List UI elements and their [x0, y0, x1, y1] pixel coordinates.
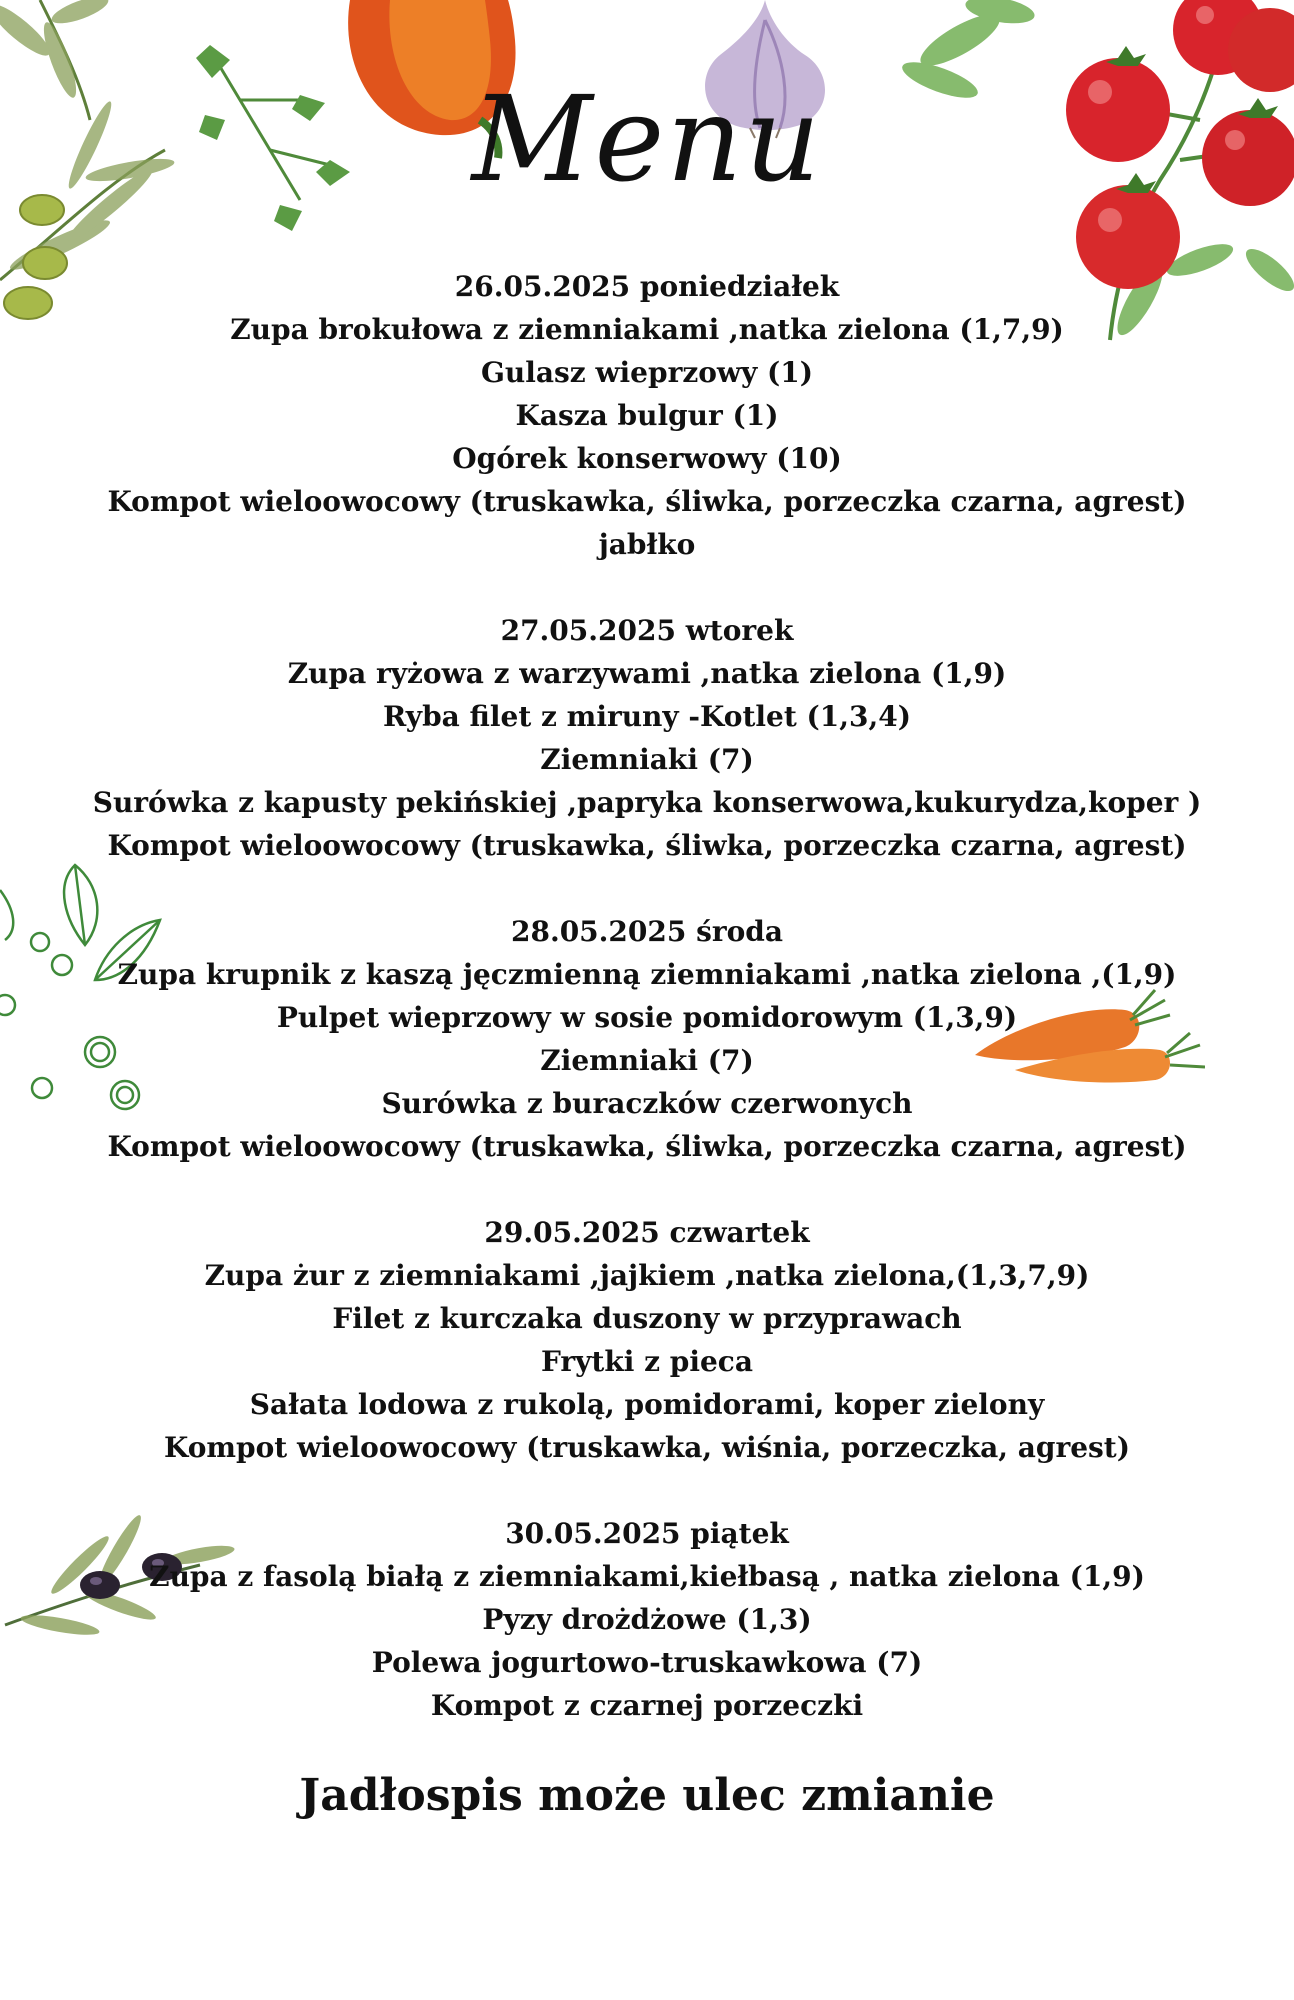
menu-item: Kompot wieloowocowy (truskawka, śliwka, porzeczka czarna, agrest)	[107, 485, 1187, 518]
day-thursday	[0, 1211, 1294, 1469]
menu-item: Zupa krupnik z kaszą jęczmienną ziemniakami ,natka zielona ,(1,9)	[117, 958, 1177, 991]
menu-item: Surówka z buraczków czerwonych	[381, 1087, 913, 1120]
menu-item: Pyzy drożdżowe (1,3)	[482, 1603, 812, 1636]
weekly-menu	[0, 265, 1294, 1770]
menu-item: Kompot wieloowocowy (truskawka, śliwka, porzeczka czarna, agrest)	[107, 829, 1187, 862]
day-header: 28.05.2025 środa	[510, 915, 783, 948]
menu-item: Kompot wieloowocowy (truskawka, śliwka, porzeczka czarna, agrest)	[107, 1130, 1187, 1163]
menu-item: Ryba filet z miruny -Kotlet (1,3,4)	[383, 700, 911, 733]
menu-item: Zupa z fasolą białą z ziemniakami,kiełbasą , natka zielona (1,9)	[149, 1560, 1145, 1593]
day-header: 30.05.2025 piątek	[505, 1517, 789, 1550]
menu-item: Filet z kurczaka duszony w przyprawach	[332, 1302, 962, 1335]
menu-item: Kompot z czarnej porzeczki	[430, 1689, 864, 1722]
menu-item: Surówka z kapusty pekińskiej ,papryka konserwowa,kukurydza,koper )	[92, 786, 1202, 819]
menu-item: Gulasz wieprzowy (1)	[480, 356, 814, 389]
menu-item: Ziemniaki (7)	[540, 743, 754, 776]
menu-item: jabłko	[598, 528, 696, 561]
menu-item: Zupa ryżowa z warzywami ,natka zielona (1,9)	[287, 657, 1007, 690]
menu-item: Kompot wieloowocowy (truskawka, wiśnia, porzeczka, agrest)	[164, 1431, 1130, 1464]
day-header: 26.05.2025 poniedziałek	[454, 270, 840, 303]
menu-item: Frytki z pieca	[541, 1345, 753, 1378]
menu-item: Ogórek konserwowy (10)	[452, 442, 842, 475]
menu-item: Zupa brokułowa z ziemniakami ,natka zielona (1,7,9)	[230, 313, 1064, 346]
menu-item: Ziemniaki (7)	[540, 1044, 754, 1077]
menu-item: Sałata lodowa z rukolą, pomidorami, koper zielony	[249, 1388, 1045, 1421]
menu-change-notice: Jadłospis może ulec zmianie	[299, 1770, 995, 1821]
menu-item: Zupa żur z ziemniakami ,jajkiem ,natka zielona,(1,3,7,9)	[204, 1259, 1090, 1292]
day-wednesday	[0, 910, 1294, 1168]
menu-item: Pulpet wieprzowy w sosie pomidorowym (1,3,9)	[276, 1001, 1018, 1034]
menu-item: Polewa jogurtowo-truskawkowa (7)	[371, 1646, 923, 1679]
day-header: 29.05.2025 czwartek	[484, 1216, 810, 1249]
day-friday	[0, 1512, 1294, 1727]
day-header: 27.05.2025 wtorek	[500, 614, 794, 647]
menu-title: Menu	[471, 70, 823, 208]
menu-item: Kasza bulgur (1)	[515, 399, 779, 432]
day-monday	[0, 265, 1294, 566]
day-tuesday	[0, 609, 1294, 867]
